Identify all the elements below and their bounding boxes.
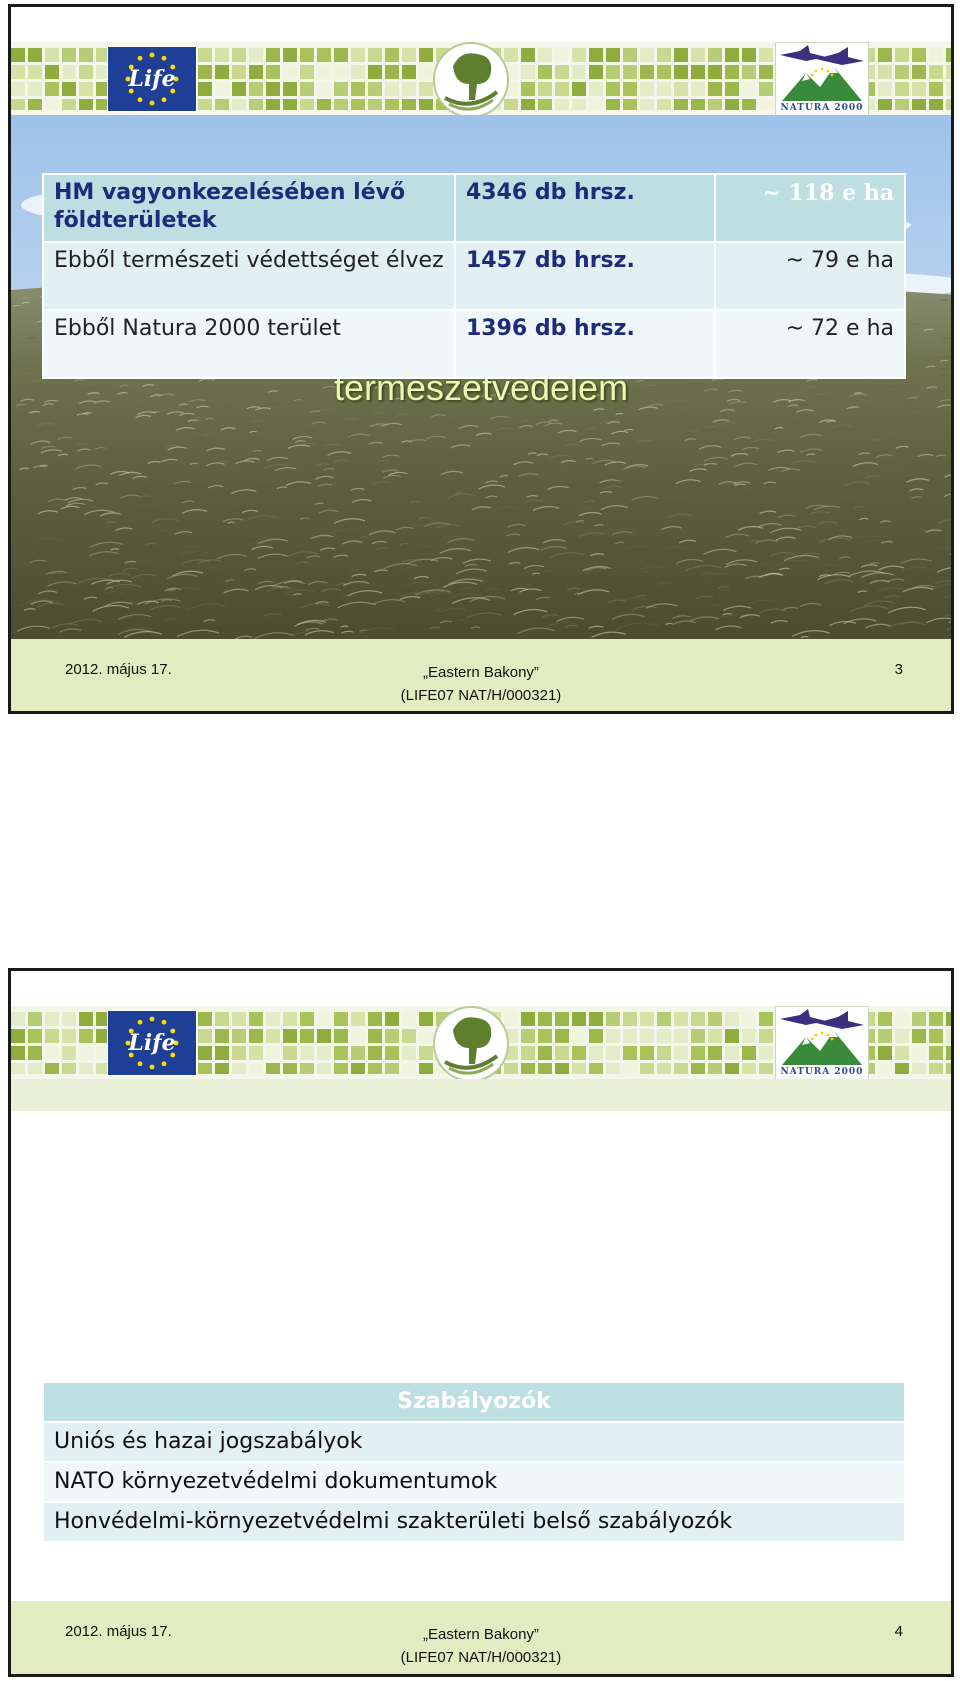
footer-project-code: (LIFE07 NAT/H/000321) xyxy=(400,687,562,704)
footer-project-name: „Eastern Bakony” xyxy=(423,1626,539,1643)
tree-logo xyxy=(431,1006,511,1079)
footer-date: 2012. május 17. xyxy=(65,661,172,678)
table-header-row xyxy=(43,1382,905,1422)
regulators-table xyxy=(42,1381,906,1543)
row-area: ~ 72 e ha xyxy=(715,310,905,378)
footer-page-number: 3 xyxy=(894,661,903,678)
footer-project-name: „Eastern Bakony” xyxy=(423,664,539,681)
row-area: ~ 118 e ha xyxy=(715,174,905,242)
regulator-item: NATO környezetvédelmi dokumentumok xyxy=(43,1462,905,1502)
table-row xyxy=(43,242,905,310)
footer-project-code: (LIFE07 NAT/H/000321) xyxy=(400,1649,562,1666)
eu-life-logo xyxy=(107,1010,197,1076)
land-data-table xyxy=(42,173,906,379)
header-subband xyxy=(11,1079,951,1111)
row-label: Ebből természeti védettséget élvez xyxy=(43,242,455,310)
regulator-item: Honvédelmi-környezetvédelmi szakterületi belső szabályozók xyxy=(43,1502,905,1542)
row-area: ~ 79 e ha xyxy=(715,242,905,310)
row-label: HM vagyonkezelésében lévő földterületek xyxy=(43,174,455,242)
header-banner xyxy=(11,42,951,115)
natura-logo-text: NATURA 2000 xyxy=(780,1067,864,1077)
table-row xyxy=(43,310,905,378)
footer-date: 2012. május 17. xyxy=(65,1623,172,1640)
list-item xyxy=(43,1462,905,1502)
list-item xyxy=(43,1502,905,1542)
regulator-item: Uniós és hazai jogszabályok xyxy=(43,1422,905,1462)
row-count: 4346 db hrsz. xyxy=(455,174,715,242)
header-banner xyxy=(11,1006,951,1079)
slide-footer xyxy=(11,1601,951,1677)
footer-page-number: 4 xyxy=(894,1623,903,1640)
natura-logo-text: NATURA 2000 xyxy=(780,103,864,113)
table-row xyxy=(43,174,905,242)
regulators-header: Szabályozók xyxy=(43,1382,905,1422)
slide-footer xyxy=(11,639,951,714)
life-logo-text: Life xyxy=(128,1030,176,1056)
slide-title-line-1: I. Honvédelem – környezetvédelem – xyxy=(183,267,779,308)
row-count: 1457 db hrsz. xyxy=(455,242,715,310)
eu-life-logo xyxy=(107,46,197,112)
footer-project xyxy=(11,1623,951,1669)
list-item xyxy=(43,1422,905,1462)
tree-logo xyxy=(431,42,511,115)
row-label: Ebből Natura 2000 terület xyxy=(43,310,455,378)
life-logo-text: Life xyxy=(128,66,176,92)
slide-title-line-2: természetvédelem xyxy=(333,367,629,408)
slide-4 xyxy=(8,968,954,1677)
footer-project xyxy=(11,661,951,707)
natura-bird-icon xyxy=(776,1007,868,1067)
natura-bird-icon xyxy=(776,43,868,103)
natura-2000-logo xyxy=(775,42,869,115)
row-count: 1396 db hrsz. xyxy=(455,310,715,378)
natura-2000-logo xyxy=(775,1006,869,1079)
